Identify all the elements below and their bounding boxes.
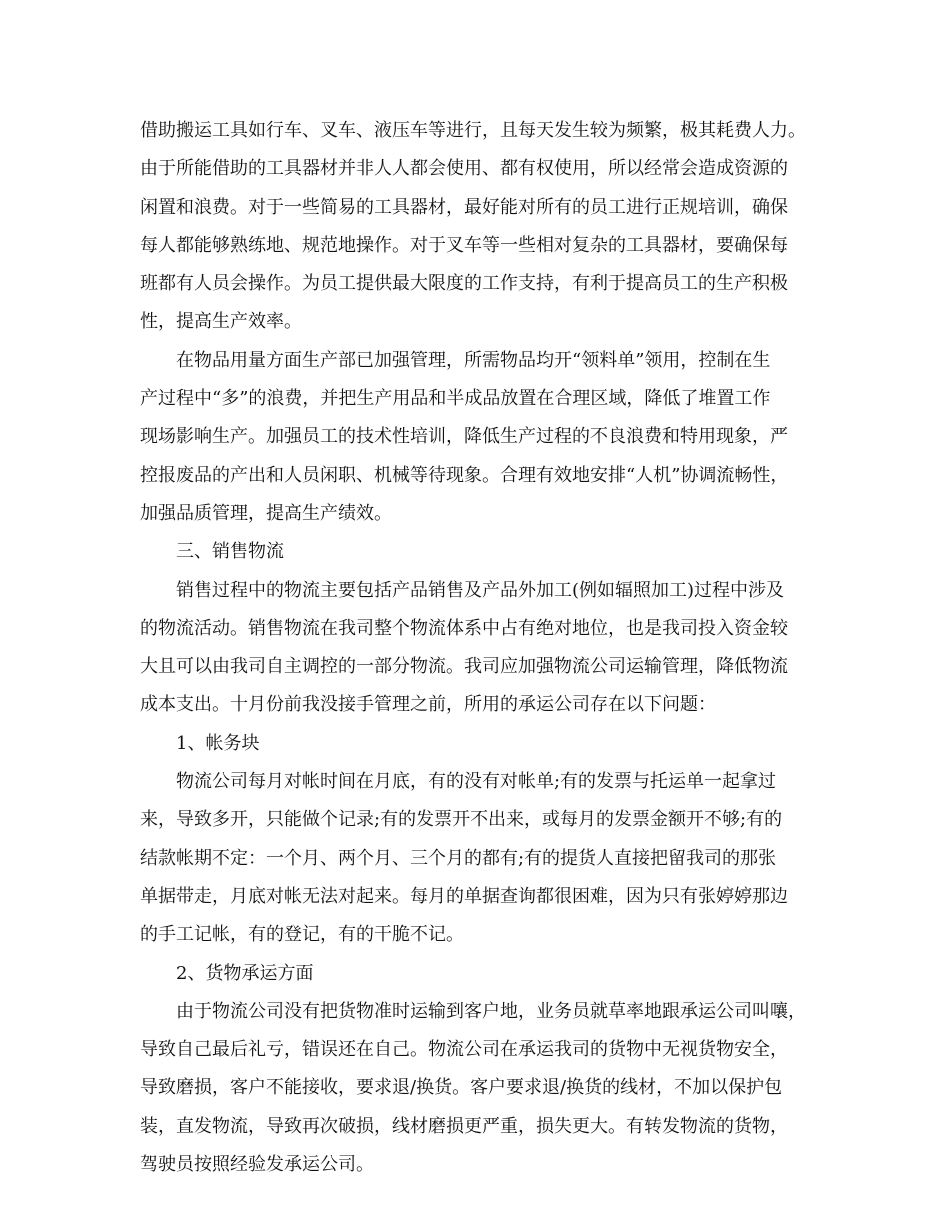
- text-line: 的物流活动。销售物流在我司整个物流体系中占有绝对地位，也是我司投入资金较: [140, 617, 788, 639]
- section-heading: [140, 955, 830, 993]
- text-line: 来，导致多开，只能做个记录;有的发票开不出来，或每月的发票金额开不够;有的: [140, 809, 783, 831]
- text-line: 每人都能够熟练地、规范地操作。对于叉车等一些相对复杂的工具器材，要确保每: [140, 234, 788, 256]
- paragraph: [140, 342, 830, 533]
- paragraph: [140, 763, 830, 954]
- text-line: 班都有人员会操作。为员工提供最大限度的工作支持，有利于提高员工的生产积极: [140, 273, 788, 295]
- text-line: 的手工记帐，有的登记，有的干脆不记。: [140, 924, 464, 946]
- text-line: 导致自己最后礼亏，错误还在自己。物流公司在承运我司的货物中无视货物安全，: [140, 1039, 788, 1061]
- heading-text: 2、货物承运方面: [176, 962, 314, 984]
- text-line: 物流公司每月对帐时间在月底，有的没有对帐单;有的发票与托运单一起拿过: [176, 771, 777, 793]
- text-line: 由于所能借助的工具器材并非人人都会使用、都有权使用，所以经常会造成资源的: [140, 158, 788, 180]
- text-line: 借助搬运工具如行车、叉车、液压车等进行，且每天发生较为频繁，极其耗费人力。: [140, 120, 806, 141]
- text-line: 销售过程中的物流主要包括产品销售及产品外加工(例如辐照加工)过程中涉及: [176, 579, 785, 601]
- text-line: 加强品质管理，提高生产绩效。: [140, 502, 392, 524]
- paragraph: [140, 572, 830, 725]
- text-line: 装，直发物流，导致再次破损，线材磨损更严重，损失更大。有转发物流的货物，: [140, 1115, 788, 1137]
- text-line: 性，提高生产效率。: [140, 311, 302, 333]
- section-heading: [140, 725, 830, 763]
- text-line: 在物品用量方面生产部已加强管理，所需物品均开“领料单”领用，控制在生: [176, 349, 771, 371]
- section-heading: [140, 533, 830, 571]
- text-line: 控报废品的产出和人员闲职、机械等待现象。合理有效地安排“人机”协调流畅性，: [140, 464, 789, 486]
- text-line: 驾驶员按照经验发承运公司。: [140, 1154, 374, 1176]
- text-line: 成本支出。十月份前我没接手管理之前，所用的承运公司存在以下问题：: [140, 694, 716, 716]
- text-line: 导致磨损，客户不能接收，要求退/换货。客户要求退/换货的线材，不加以保护包: [140, 1077, 783, 1099]
- text-line: 产过程中“多”的浪费，并把生产用品和半成品放置在合理区域，降低了堆置工作: [140, 388, 771, 410]
- text-line: 由于物流公司没有把货物准时运输到客户地，业务员就草率地跟承运公司叫嚷，: [176, 1000, 806, 1022]
- text-line: 单据带走，月底对帐无法对起来。每月的单据查询都很困难，因为只有张婷婷那边: [140, 885, 788, 907]
- heading-text: 三、销售物流: [176, 541, 284, 563]
- heading-text: 1、帐务块: [176, 732, 260, 754]
- text-line: 大且可以由我司自主调控的一部分物流。我司应加强物流公司运输管理，降低物流: [140, 656, 788, 678]
- document-body: [140, 112, 830, 1184]
- text-line: 闲置和浪费。对于一些简易的工具器材，最好能对所有的员工进行正规培训，确保: [140, 196, 788, 218]
- paragraph: [140, 112, 830, 342]
- paragraph: [140, 993, 830, 1184]
- text-line: 现场影响生产。加强员工的技术性培训，降低生产过程的不良浪费和特用现象，严: [140, 426, 788, 448]
- text-line: 结款帐期不定：一个月、两个月、三个月的都有;有的提货人直接把留我司的那张: [140, 847, 777, 869]
